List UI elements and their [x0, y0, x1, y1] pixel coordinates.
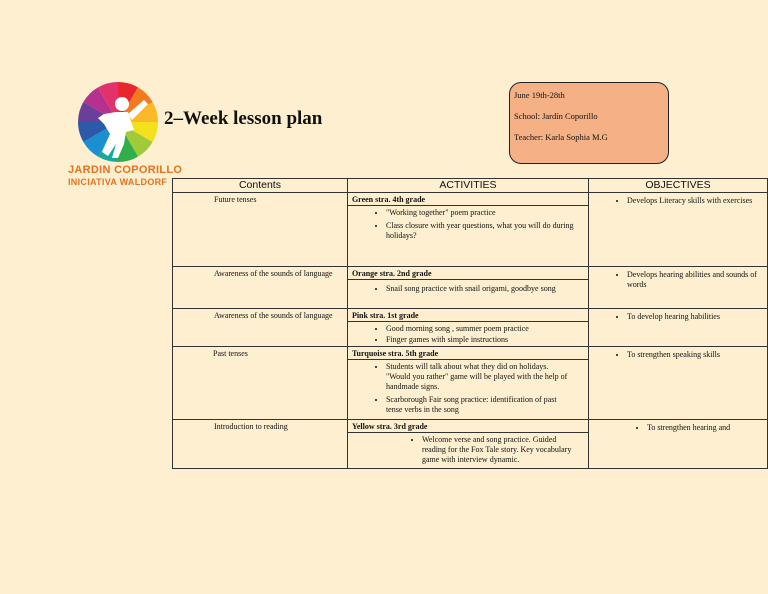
content-cell	[173, 420, 348, 469]
grade-label: Pink stra. 1st grade	[348, 309, 588, 322]
content-text: Introduction to reading	[214, 422, 288, 431]
grade-label: Green stra. 4th grade	[348, 193, 588, 206]
activity-item: • Scarborough Fair song practice: identification of past tense verbs in the song	[386, 395, 588, 415]
content-cell	[173, 267, 348, 309]
table-row	[173, 267, 768, 309]
activities-cell	[347, 309, 588, 347]
objective-cell	[588, 267, 767, 309]
activities-cell	[347, 420, 588, 469]
lesson-plan-table	[172, 178, 768, 469]
dates-text: June 19th-28th	[514, 90, 565, 100]
activity-item: • Class closure with year questions, what you will do during holidays?	[386, 221, 588, 241]
logo-tagline: INICIATIVA WALDORF	[68, 177, 168, 187]
objective-item: • To strengthen speaking skills	[627, 350, 767, 360]
activity-item: • Good morning song , summer poem practice	[386, 324, 588, 334]
content-text: Future tenses	[214, 195, 257, 204]
activity-item: • Students will talk about what they did on holidays. "Would you rather" game will be played with the help of handmade signs.	[386, 362, 588, 392]
info-box	[509, 82, 669, 164]
table-row	[173, 420, 768, 469]
table-row	[173, 309, 768, 347]
activities-cell	[347, 267, 588, 309]
logo-name: JARDIN COPORILLO	[68, 164, 183, 176]
school-logo	[68, 80, 183, 190]
objective-item: • To develop hearing habilities	[627, 312, 767, 322]
header-contents: Contents	[173, 179, 348, 193]
content-text: Past tenses	[213, 349, 248, 358]
activities-cell	[347, 193, 588, 267]
school-text: School: Jardín Coporillo	[514, 111, 598, 121]
page-title: 2–Week lesson plan	[164, 108, 323, 129]
activity-item: • Finger games with simple instructions	[386, 335, 588, 345]
objective-item: • Develops hearing abilities and sounds of words	[627, 270, 767, 290]
activities-cell	[347, 347, 588, 420]
objective-cell	[588, 309, 767, 347]
objective-item: • Develops Literacy skills with exercises	[627, 196, 767, 206]
teacher-text: Teacher: Karla Sophia M.G	[514, 132, 608, 142]
table-header-row	[173, 179, 768, 193]
rainbow-wheel-icon	[76, 80, 160, 164]
content-text: Awareness of the sounds of language	[214, 311, 333, 320]
content-cell	[173, 309, 348, 347]
activity-item: • Welcome verse and song practice. Guided reading for the Fox Tale story. Key vocabulary game with interview dynamic.	[422, 435, 588, 465]
objective-cell	[588, 420, 767, 469]
content-cell	[173, 347, 348, 420]
header-objectives: OBJECTIVES	[588, 179, 767, 193]
objective-cell	[588, 347, 767, 420]
objective-item: • To strengthen hearing and	[647, 423, 767, 433]
grade-label: Orange stra. 2nd grade	[348, 267, 588, 280]
activity-item: • "Working together" poem practice	[386, 208, 588, 218]
grade-label: Turquoise stra. 5th grade	[348, 347, 588, 360]
content-cell	[173, 193, 348, 267]
activity-item: • Snail song practice with snail origami, goodbye song	[386, 284, 588, 294]
content-text: Awareness of the sounds of language	[214, 269, 333, 278]
header-activities: ACTIVITIES	[347, 179, 588, 193]
table-row	[173, 193, 768, 267]
grade-label: Yellow stra. 3rd grade	[348, 420, 588, 433]
objective-cell	[588, 193, 767, 267]
table-row	[173, 347, 768, 420]
